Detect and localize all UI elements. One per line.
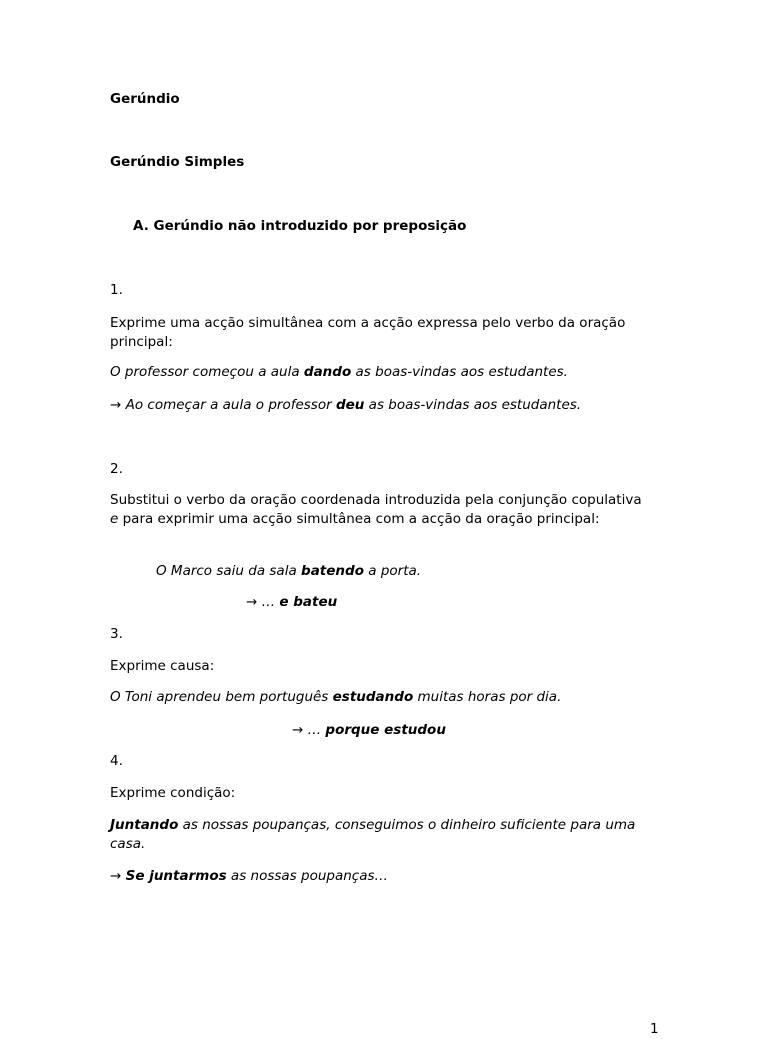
item-equivalent [246, 593, 768, 612]
example-text: a porta. [363, 563, 422, 579]
equivalent-verb: deu [335, 397, 365, 413]
section-heading-text: Gerúndio não introduzido por preposição [153, 218, 467, 234]
equivalent-verb: Se juntarmos [125, 868, 227, 884]
equivalent-text: Ao começar a aula o professor [125, 397, 336, 413]
item-equivalent [110, 396, 650, 415]
equivalent-text: as nossas poupanças… [226, 868, 389, 884]
item-number: 3. [110, 626, 123, 642]
item-number: 2. [110, 461, 123, 477]
page-number: 1 [650, 1020, 659, 1037]
example-gerund: Juntando [110, 817, 179, 833]
item-description: Exprime uma acção simultânea com a acção expressa pelo verbo da oração principal: [110, 315, 626, 350]
item-example [110, 363, 650, 382]
example-gerund: dando [303, 364, 352, 380]
item-description: Exprime condição: [110, 785, 236, 801]
example-text: O Marco saiu da sala [156, 563, 302, 579]
description-text: para exprimir uma acção simultânea com a acção da oração principal: [118, 511, 600, 527]
description-conjunction: e [110, 511, 119, 527]
item-equivalent [110, 867, 650, 886]
arrow-glyph: → [110, 397, 126, 413]
section-marker: A. [133, 218, 149, 234]
arrow-glyph: → [110, 868, 126, 884]
item-description: Exprime causa: [110, 658, 215, 674]
example-text: O Toni aprendeu bem português [110, 689, 333, 705]
item-equivalent [292, 721, 768, 740]
equivalent-text: … [307, 722, 326, 738]
item-example [110, 816, 650, 854]
example-gerund: estudando [332, 689, 414, 705]
example-text: as boas-vindas aos estudantes. [351, 364, 568, 380]
example-text: as nossas poupanças, conseguimos o dinheiro suficiente para uma casa. [110, 817, 636, 852]
item-example [110, 688, 650, 707]
arrow-glyph: → [246, 594, 262, 610]
document-subtitle: Gerúndio Simples [110, 154, 245, 170]
description-text: Substitui o verbo da oração coordenada introduzida pela conjunção copulativa [110, 492, 642, 508]
item-number: 1. [110, 282, 123, 298]
example-text: muitas horas por dia. [413, 689, 562, 705]
equivalent-text: as boas-vindas aos estudantes. [364, 397, 582, 413]
equivalent-verb: porque estudou [325, 722, 446, 738]
document-title: Gerúndio [110, 91, 180, 107]
equivalent-text: … [261, 594, 280, 610]
section-heading [133, 217, 673, 236]
example-gerund: batendo [301, 563, 364, 579]
arrow-glyph: → [292, 722, 308, 738]
equivalent-verb: e bateu [279, 594, 338, 610]
item-example [156, 562, 696, 581]
example-text: O professor começou a aula [110, 364, 304, 380]
item-number: 4. [110, 753, 123, 769]
item-description [110, 491, 650, 529]
